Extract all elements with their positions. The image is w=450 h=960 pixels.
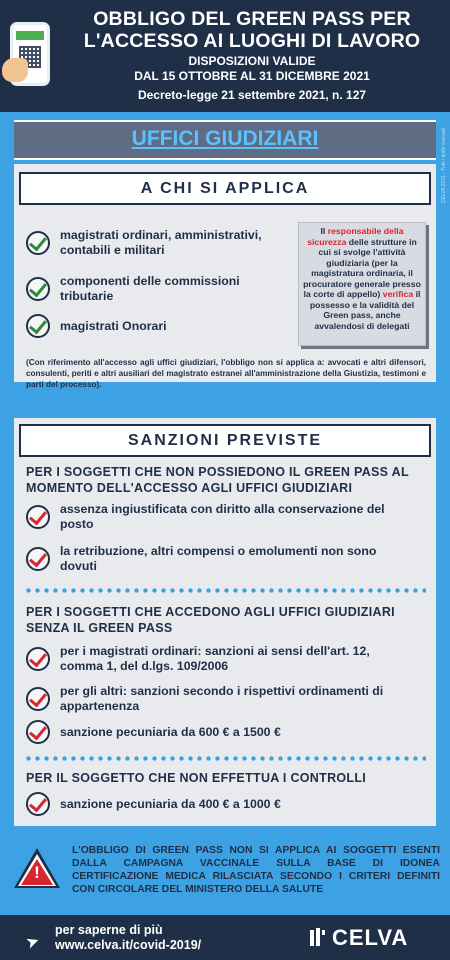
security-note xyxy=(298,222,426,346)
copyright-side-label: CELVA 2021 - Tutti i diritti riservati xyxy=(441,128,447,204)
banner-title: UFFICI GIUDIZIARI xyxy=(131,127,319,150)
exemption-warning xyxy=(0,832,450,912)
subtitle-line-1: DISPOSIZIONI VALIDE xyxy=(188,54,316,68)
list-item-text: magistrati ordinari, amministrativi, contabili e militari xyxy=(60,228,262,257)
exclusions-footnote: (Con riferimento all'accesso agli uffici giudiziari, l'obbligo non si applica a: avvocati e altri difensori, consulenti, periti e altri ausiliari del magistrato estranei all'amministrazione della Giustizia, testimoni e parti del processo). xyxy=(26,358,426,389)
exclamation-icon: ! xyxy=(34,863,40,882)
list-item xyxy=(26,314,284,338)
footer-link[interactable]: www.celva.it/covid-2019/ xyxy=(55,938,202,952)
note-text: Il xyxy=(320,226,328,236)
list-item-text: assenza ingiustificata con diritto alla conservazione del posto xyxy=(60,502,385,531)
green-check-icon xyxy=(26,231,50,255)
red-check-icon xyxy=(26,792,50,816)
green-check-icon xyxy=(26,314,50,338)
subtitle-line-2: DAL 15 OTTOBRE AL 31 DICEMBRE 2021 xyxy=(134,69,370,83)
green-check-icon xyxy=(26,277,50,301)
list-item-text: sanzione pecuniaria da 400 € a 1000 € xyxy=(60,796,281,811)
red-check-icon xyxy=(26,720,50,744)
sanction-group-title: PER I SOGGETTI CHE ACCEDONO AGLI UFFICI GIUDIZIARI SENZA IL GREEN PASS xyxy=(26,605,395,635)
list-item-text: per i magistrati ordinari: sanzioni ai sensi dell'art. 12, comma 1, del d.lgs. 109/2006 xyxy=(60,644,370,673)
note-highlight: responsabile della sicurezza xyxy=(307,226,404,247)
validity-subtitle xyxy=(60,54,444,84)
footer xyxy=(0,915,450,960)
title-line-1: OBBLIGO DEL GREEN PASS PER xyxy=(93,8,411,30)
celva-logo-icon xyxy=(310,928,326,946)
footer-line: per saperne di più xyxy=(55,923,163,937)
list-item xyxy=(26,544,416,574)
paper-plane-icon: ➤ xyxy=(23,932,43,953)
applies-panel xyxy=(14,164,436,389)
list-item xyxy=(26,792,416,816)
red-check-icon xyxy=(26,547,50,571)
list-item-text: componenti delle commissioni tributarie xyxy=(60,274,240,303)
red-check-icon xyxy=(26,687,50,711)
decree-reference: Decreto-legge 21 settembre 2021, n. 127 xyxy=(137,88,367,102)
list-item-text: la retribuzione, altri compensi o emolumenti non sono dovuti xyxy=(60,544,377,573)
dotted-divider xyxy=(24,756,426,761)
applies-heading: A CHI SI APPLICA xyxy=(19,172,431,205)
list-item-text: magistrati Onorari xyxy=(60,318,167,333)
footer-info xyxy=(55,923,201,953)
list-item xyxy=(26,684,416,714)
header xyxy=(0,0,450,112)
list-item xyxy=(26,720,416,744)
brand-name: CELVA xyxy=(332,925,409,950)
sanction-group-title: PER I SOGGETTI CHE NON POSSIEDONO IL GREEN PASS AL MOMENTO DELL'ACCESSO AGLI UFFICI GIUDIZIARI xyxy=(26,465,409,495)
list-item xyxy=(26,644,416,674)
title-line-2: L'ACCESSO AI LUOGHI DI LAVORO xyxy=(83,30,421,52)
list-item-text: sanzione pecuniaria da 600 € a 1500 € xyxy=(60,724,281,739)
sanction-group-title: PER IL SOGGETTO CHE NON EFFETTUA I CONTROLLI xyxy=(26,771,367,785)
hand-icon xyxy=(2,58,28,82)
note-text: il possesso e la validità del Green pass, anche avvalendosi di delegati xyxy=(309,289,421,331)
sanctions-panel xyxy=(14,418,436,826)
warning-text: L'OBBLIGO DI GREEN PASS NON SI APPLICA AI SOGGETTI ESENTI DALLA CAMPAGNA VACCINALE SULLA BASE DI IDONEA CERTIFICAZIONE MEDICA RILASCIATA SECONDO I CRITERI DEFINITI CON CIRCOLARE DEL MINISTERO DELLA SALUTE xyxy=(72,845,440,895)
list-item xyxy=(26,274,284,304)
red-check-icon xyxy=(26,505,50,529)
sanctions-heading: SANZIONI PREVISTE xyxy=(19,424,431,457)
list-item xyxy=(26,502,416,532)
red-check-icon xyxy=(26,647,50,671)
note-text: delle strutture in cui si svolge l'attività giudiziaria (per la magistratura ordinaria, il procuratore generale presso la corte di appello) xyxy=(303,236,421,299)
list-item xyxy=(26,228,284,258)
dotted-divider xyxy=(24,588,426,593)
note-highlight: verifica xyxy=(382,289,414,299)
page-title xyxy=(60,8,444,52)
list-item-text: per gli altri: sanzioni secondo i rispettivi ordinamenti di appartenenza xyxy=(60,684,384,713)
section-banner xyxy=(14,120,436,160)
